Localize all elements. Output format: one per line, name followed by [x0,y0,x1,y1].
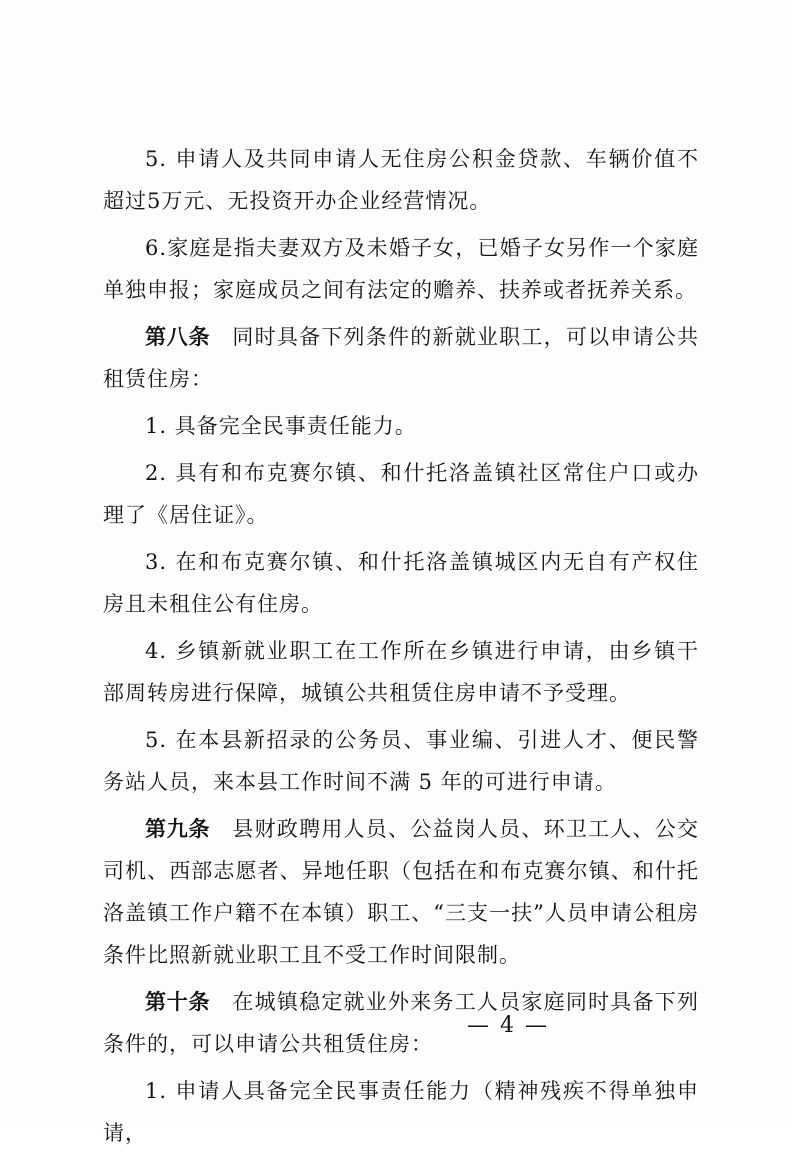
paragraph-text: 1. 申请人具备完全民事责任能力（精神残疾不得单独申请， [103,1079,699,1145]
paragraph-text: 在城镇稳定就业外来务工人员家庭同时具备下列条件的，可以申请公共租赁住房： [103,990,699,1056]
paragraph-text: 5. 申请人及共同申请人无住房公积金贷款、车辆价值不超过5万元、无投资开办企业经营情况。 [103,147,699,213]
paragraph-text: 同时具备下列条件的新就业职工，可以申请公共租赁住房： [103,325,699,391]
article-8-heading: 第八条 [145,325,211,349]
paragraph-text: 4. 乡镇新就业职工在工作所在乡镇进行申请，由乡镇干部周转房进行保障，城镇公共租赁住房申请不予受理。 [103,639,699,705]
article-10-heading: 第十条 [145,990,211,1014]
paragraph-text: 3. 在和布克赛尔镇、和什托洛盖镇城区内无自有产权住房且未租住公有住房。 [103,550,699,616]
page-number-text: — 4 — [467,1013,549,1038]
paragraph-text: 2. 具有和布克赛尔镇、和什托洛盖镇社区常住户口或办理了《居住证》。 [103,461,699,527]
article-8-paragraph [103,316,699,400]
page-number [0,1013,793,1038]
paragraph-text: 县财政聘用人员、公益岗人员、环卫工人、公交司机、西部志愿者、异地任职（包括在和布克赛尔镇、和什托洛盖镇工作户籍不在本镇）职工、“三支一扶”人员申请公租房条件比照新就业职工且不受工作时间限制。 [103,817,699,967]
paragraph-text: 6.家庭是指夫妻双方及未婚子女，已婚子女另作一个家庭单独申报；家庭成员之间有法定的赡养、扶养或者抚养关系。 [103,236,699,302]
article-8-item-4 [103,630,699,714]
paragraph-item-6 [103,227,699,311]
article-9-paragraph [103,808,699,976]
paragraph-text: 1. 具备完全民事责任能力。 [145,414,417,438]
article-8-item-5 [103,719,699,803]
article-10-item-1 [103,1070,699,1154]
document-body [103,138,699,1159]
paragraph-text: 5. 在本县新招录的公务员、事业编、引进人才、便民警务站人员，来本县工作时间不满 5 年的可进行申请。 [103,728,699,794]
article-8-item-3 [103,541,699,625]
article-8-item-1 [103,405,699,447]
article-9-heading: 第九条 [145,817,211,841]
paragraph-item-5 [103,138,699,222]
article-8-item-2 [103,452,699,536]
